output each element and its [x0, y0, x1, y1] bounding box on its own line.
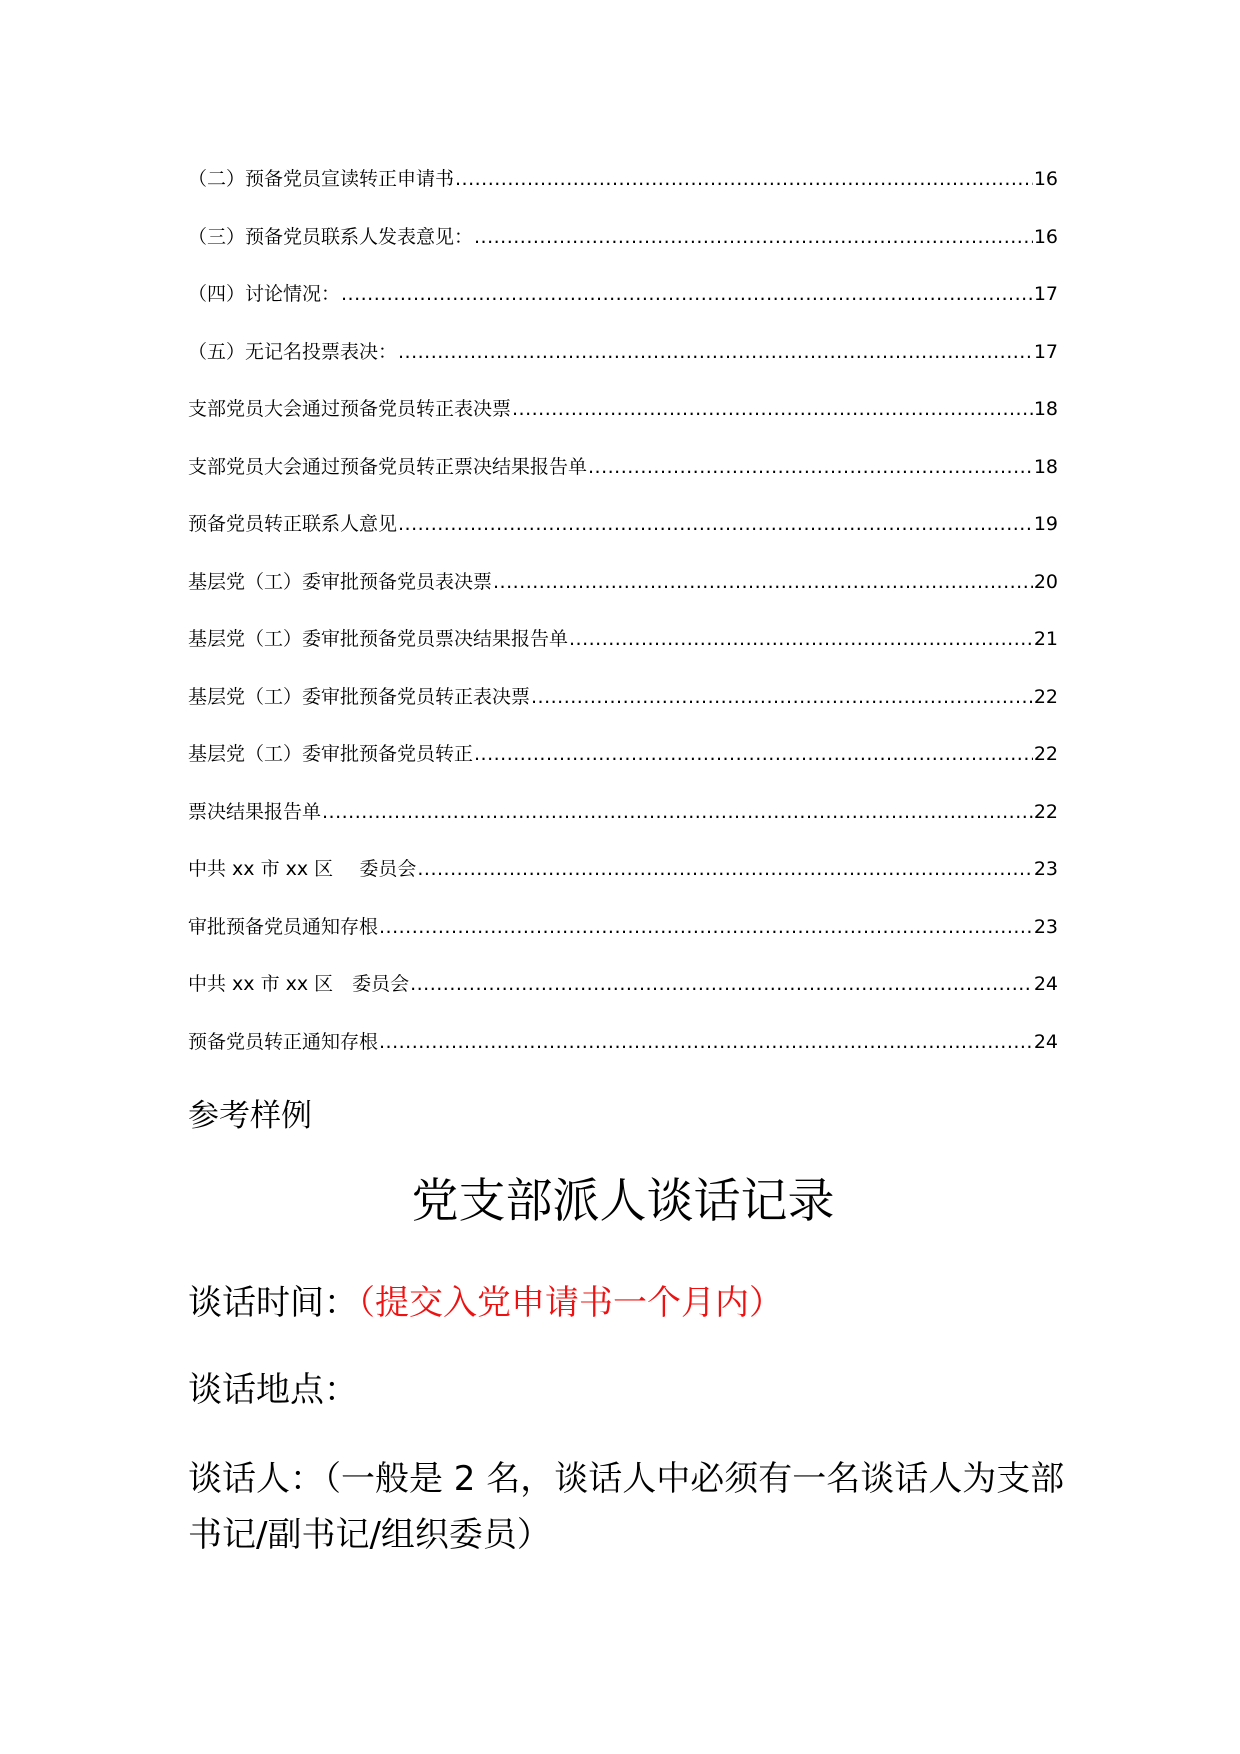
toc-entry[interactable]	[188, 448, 1058, 506]
toc-entry[interactable]	[188, 275, 1058, 333]
toc-dot-leader	[341, 275, 1033, 313]
toc-entry[interactable]	[188, 850, 1058, 908]
toc-dot-leader	[455, 160, 1033, 198]
toc-entry-title: 预备党员转正联系人意见	[188, 513, 398, 535]
toc-entry-page: 16	[1033, 225, 1058, 248]
toc-entry-title: 中共 xx 市 xx 区	[188, 858, 334, 880]
toc-entry-page: 16	[1033, 168, 1058, 190]
toc-entry[interactable]	[188, 218, 1058, 276]
toc-dot-leader	[588, 448, 1033, 486]
toc-entry[interactable]	[188, 735, 1058, 793]
toc-entry[interactable]	[188, 908, 1058, 966]
toc-entry-title: （四）讨论情况：	[188, 283, 341, 305]
document-title: 党支部派人谈话记录	[411, 1174, 835, 1229]
interview-time-label: 谈话时间：	[188, 1283, 358, 1323]
toc-dot-leader	[379, 908, 1033, 946]
toc-entry-title-suffix: 委员会	[352, 973, 410, 995]
toc-entry-title: 基层党（工）委审批预备党员票决结果报告单	[188, 628, 569, 650]
toc-entry-page: 23	[1033, 858, 1058, 880]
toc-entry[interactable]	[188, 793, 1058, 851]
toc-entry[interactable]	[188, 390, 1058, 448]
toc-entry[interactable]	[188, 620, 1058, 678]
toc-entry-title: 基层党（工）委审批预备党员表决票	[188, 570, 493, 593]
toc-dot-leader	[512, 390, 1033, 428]
toc-entry[interactable]	[188, 1023, 1058, 1081]
toc-dot-leader	[410, 965, 1033, 1003]
toc-entry-page: 24	[1033, 1030, 1058, 1053]
toc-entry-page: 19	[1033, 513, 1058, 535]
toc-dot-leader	[322, 793, 1033, 831]
toc-entry-title: 支部党员大会通过预备党员转正表决票	[188, 398, 512, 420]
toc-dot-leader	[569, 620, 1033, 658]
toc-entry-title: 中共 xx 市 xx 区	[188, 973, 334, 995]
toc-entry-title: 票决结果报告单	[188, 800, 322, 823]
section-label: 参考样例	[188, 1098, 312, 1134]
toc-dot-leader	[531, 678, 1033, 716]
toc-entry-page: 18	[1033, 455, 1058, 478]
toc-entry-page: 18	[1033, 398, 1058, 420]
toc-entry-title: 基层党（工）委审批预备党员转正	[188, 743, 474, 765]
toc-entry-page: 22	[1033, 800, 1058, 823]
table-of-contents	[188, 160, 1058, 1080]
toc-entry-title: 审批预备党员通知存根	[188, 915, 379, 938]
toc-entry-page: 23	[1033, 915, 1058, 938]
interview-time-field	[188, 1277, 1068, 1329]
toc-entry-title: 预备党员转正通知存根	[188, 1030, 379, 1053]
interviewer-note: （一般是 2 名，谈话人中必须有一名谈话人为支部书记/副书记/组织委员）	[188, 1459, 1065, 1555]
interview-place-label: 谈话地点：	[188, 1370, 358, 1410]
interview-place-field	[188, 1364, 1068, 1416]
toc-entry-title: 基层党（工）委审批预备党员转正表决票	[188, 685, 531, 708]
toc-entry-title: （五）无记名投票表决：	[188, 340, 398, 363]
toc-entry[interactable]	[188, 160, 1058, 218]
toc-dot-leader	[398, 333, 1033, 371]
interviewer-label: 谈话人：	[188, 1459, 324, 1499]
toc-entry-title: 支部党员大会通过预备党员转正票决结果报告单	[188, 455, 588, 478]
interviewer-field	[188, 1451, 1068, 1563]
toc-entry[interactable]	[188, 505, 1058, 563]
toc-entry[interactable]	[188, 333, 1058, 391]
toc-entry-page: 22	[1033, 685, 1058, 708]
toc-dot-leader	[379, 1023, 1033, 1061]
toc-entry[interactable]	[188, 563, 1058, 621]
toc-dot-leader	[398, 505, 1033, 543]
toc-dot-leader	[474, 735, 1033, 773]
toc-entry-page: 20	[1033, 570, 1058, 593]
toc-entry[interactable]	[188, 965, 1058, 1023]
interview-time-note: （提交入党申请书一个月内）	[358, 1283, 783, 1323]
toc-entry-title: （二）预备党员宣读转正申请书	[188, 168, 455, 190]
toc-entry[interactable]	[188, 678, 1058, 736]
toc-dot-leader	[474, 218, 1033, 256]
toc-entry-page: 24	[1033, 973, 1058, 995]
toc-entry-title: （三）预备党员联系人发表意见：	[188, 225, 474, 248]
toc-dot-leader	[417, 850, 1032, 888]
toc-entry-title-suffix: 委员会	[359, 858, 417, 880]
toc-entry-page: 21	[1033, 628, 1058, 650]
toc-entry-page: 22	[1033, 743, 1058, 765]
toc-dot-leader	[493, 563, 1033, 601]
toc-entry-page: 17	[1033, 340, 1058, 363]
toc-entry-page: 17	[1033, 283, 1058, 305]
